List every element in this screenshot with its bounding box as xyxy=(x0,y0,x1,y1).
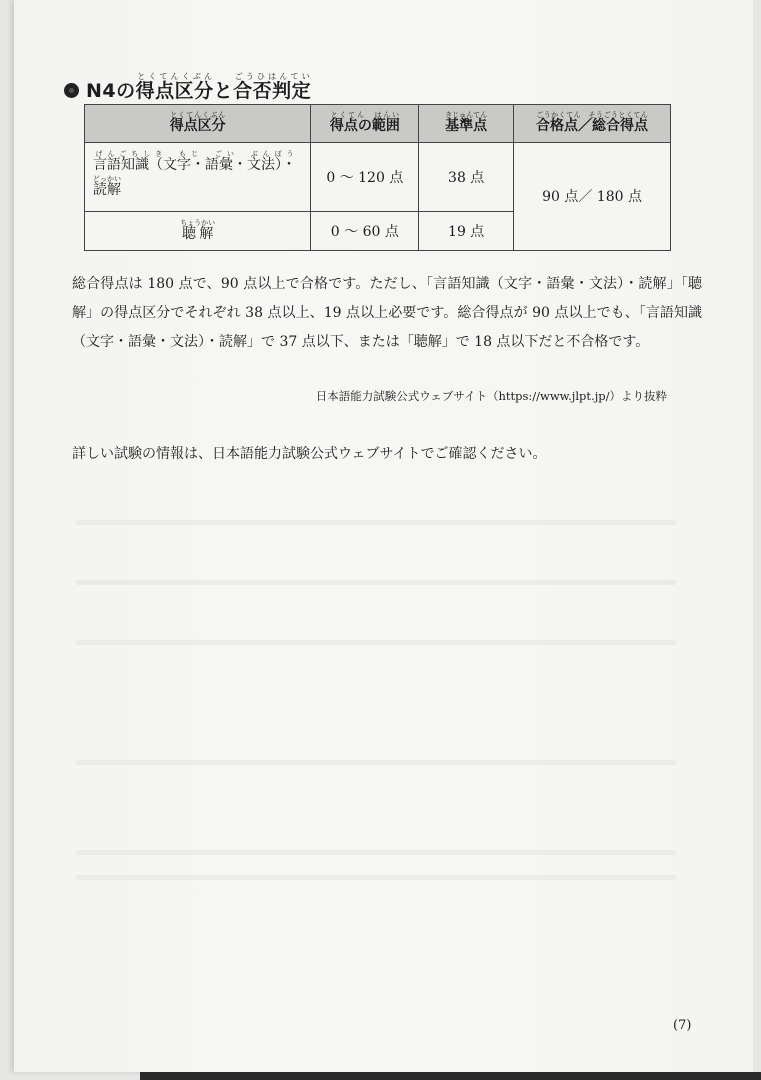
table-cell: 0 ～ 60 点 xyxy=(311,212,419,251)
table-header-row xyxy=(85,105,671,143)
show-through-line xyxy=(76,850,676,855)
table-header: 合格点／総合得点ごうかくてん そうごうとくてん xyxy=(514,105,671,143)
page-number: (7) xyxy=(673,1018,692,1033)
table-row xyxy=(85,142,671,211)
show-through-line xyxy=(76,875,676,880)
show-through-line xyxy=(76,760,676,765)
show-through-line xyxy=(76,640,676,645)
score-table xyxy=(84,104,671,251)
table-cell: 言語知識（文字・語彙・文法）・げんごちしき もじ ごい ぶんぽう 読解どっかい xyxy=(85,142,311,211)
info-paragraph: 詳しい試験の情報は、日本語能力試験公式ウェブサイトでご確認ください。 xyxy=(72,446,547,462)
show-through-line xyxy=(76,520,676,525)
table-cell: 0 ～ 120 点 xyxy=(311,142,419,211)
show-through-line xyxy=(76,580,676,585)
table-header: 基準点きじゅんてん xyxy=(419,105,514,143)
table-cell: 聴解ちょうかい xyxy=(85,212,311,251)
source-note: 日本語能力試験公式ウェブサイト（https://www.jlpt.jp/）より抜粋 xyxy=(315,389,667,403)
table-cell: 19 点 xyxy=(419,212,514,251)
table-header: 得点の範囲とくてん はんい xyxy=(311,105,419,143)
section-heading xyxy=(64,60,311,104)
page-edge xyxy=(140,1072,761,1080)
bullet-icon xyxy=(64,83,79,98)
page-sheet xyxy=(14,0,753,1072)
table-cell: 38 点 xyxy=(419,142,514,211)
table-cell: 90 点／ 180 点 xyxy=(514,142,671,250)
rules-paragraph: 総合得点は 180 点で、90 点以上で合格です。ただし、「言語知識（文字・語彙・文法）・読解」「聴解」の得点区分でそれぞれ 38 点以上、19 点以上必要です。総合得点が 90 点以上でも、「言語知識（文字・語彙・文法）・読解」で 37 点以下、または「聴解」で 18 点以下だと不合格です。 xyxy=(72,276,702,350)
table-header: 得点区分とくてんくぶん xyxy=(85,105,311,143)
section-title: N4の得点区分とくてんくぶんと合否判定ごうひはんてい xyxy=(86,72,312,102)
